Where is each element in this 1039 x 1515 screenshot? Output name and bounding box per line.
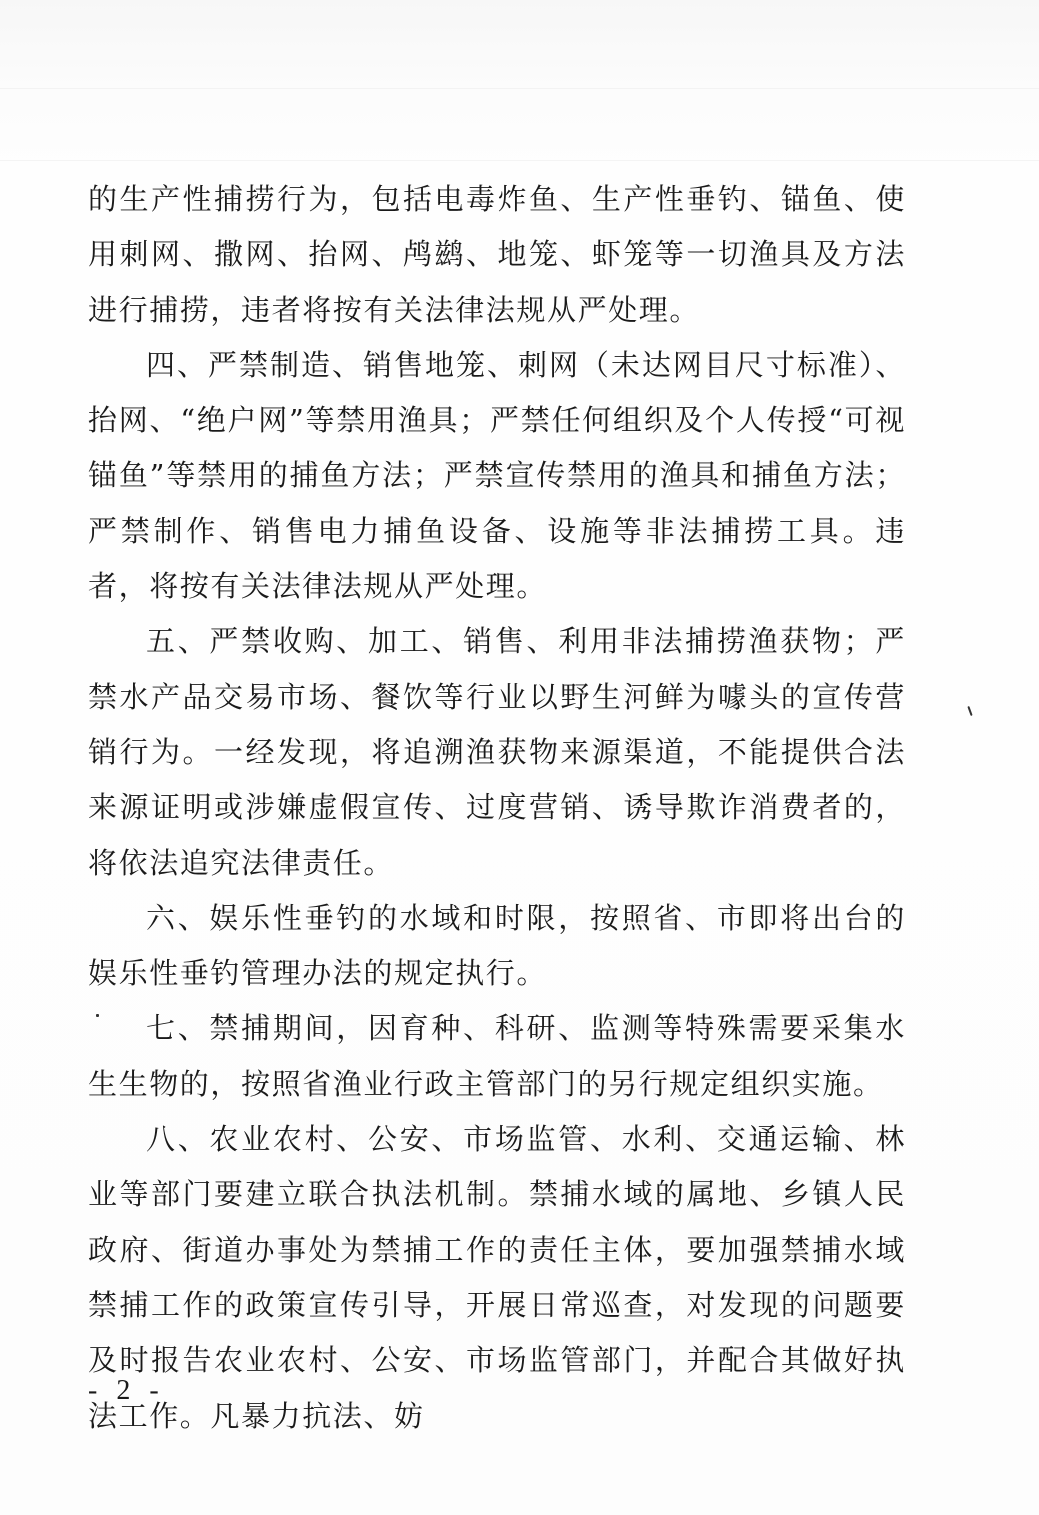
paragraph-continuation: 的生产性捕捞行为，包括电毒炸鱼、生产性垂钓、锚鱼、使用刺网、撒网、抬网、鸬鹚、地笼、虾笼等一切渔具及方法进行捕捞，违者将按有关法律法规从严处理。 <box>88 182 906 327</box>
scan-speck <box>967 706 972 716</box>
scan-artifact-line <box>0 160 1039 161</box>
paragraph-item-4: 四、严禁制造、销售地笼、刺网（未达网目尺寸标准）、抬网、“绝户网”等禁用渔具；严禁任何组织及个人传授“可视锚鱼”等禁用的捕鱼方法；严禁宣传禁用的渔具和捕鱼方法；严禁制作、销售电力捕鱼设备、设施等非法捕捞工具。违者，将按有关法律法规从严处理。 <box>88 347 906 604</box>
paragraph-item-8: 八、农业农村、公安、市场监管、水利、交通运输、林业等部门要建立联合执法机制。禁捕水域的属地、乡镇人民政府、街道办事处为禁捕工作的责任主体，要加强禁捕水域禁捕工作的政策宣传引导，开展日常巡查，对发现的问题要及时报告农业农村、公安、市场监管部门，并配合其做好执法工作。凡暴力抗法、妨 <box>88 1122 906 1433</box>
paragraph-item-6: 六、娱乐性垂钓的水域和时限，按照省、市即将出台的娱乐性垂钓管理办法的规定执行。 <box>88 900 906 991</box>
document-body <box>88 172 906 1444</box>
scan-speck <box>96 1014 99 1017</box>
paragraph-item-7: 七、禁捕期间，因育种、科研、监测等特殊需要采集水生生物的，按照省渔业行政主管部门的另行规定组织实施。 <box>88 1011 906 1101</box>
scan-artifact-line <box>0 88 1039 89</box>
page-number: - 2 - <box>88 1375 165 1406</box>
paragraph-item-5: 五、严禁收购、加工、销售、利用非法捕捞渔获物；严禁水产品交易市场、餐饮等行业以野生河鲜为噱头的宣传营销行为。一经发现，将追溯渔获物来源渠道，不能提供合法来源证明或涉嫌虚假宣传、过度营销、诱导欺诈消费者的，将依法追究法律责任。 <box>88 624 906 880</box>
